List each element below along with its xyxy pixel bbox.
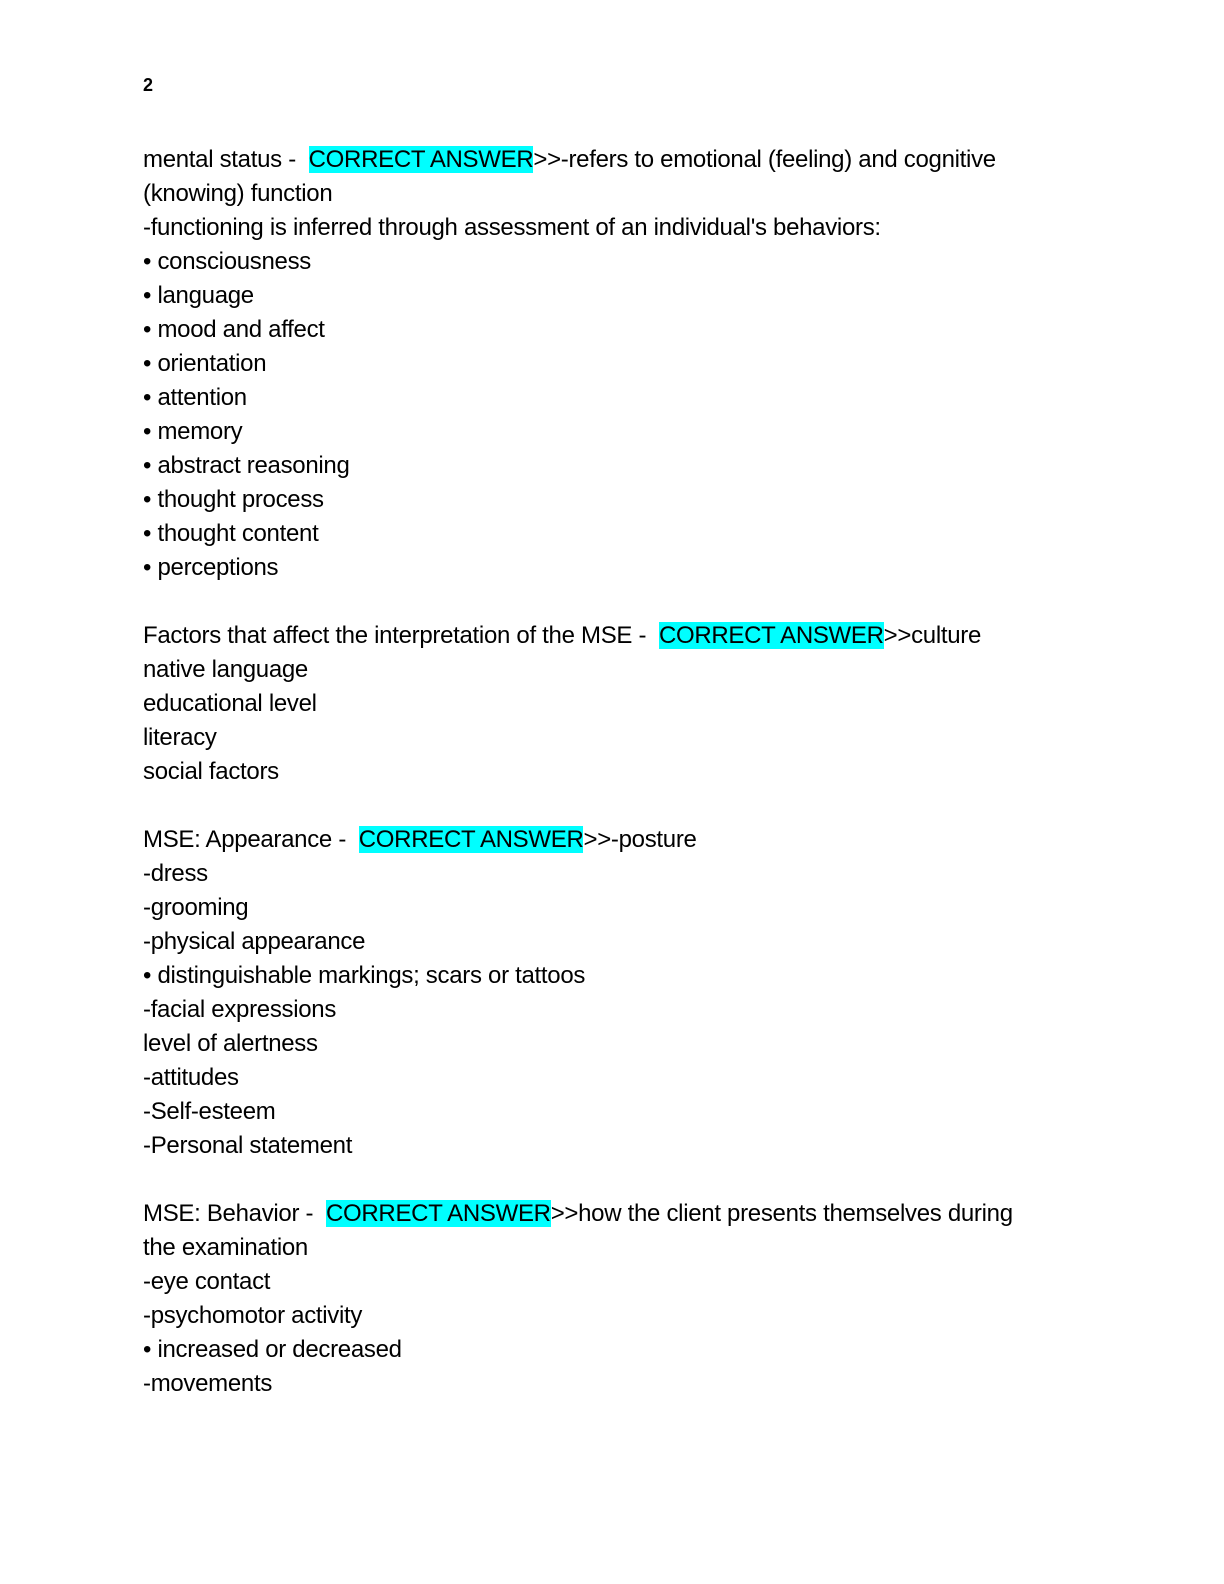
answer-line: level of alertness xyxy=(143,1030,318,1057)
answer-line: social factors xyxy=(143,758,279,785)
answer-line: -eye contact xyxy=(143,1268,271,1295)
correct-answer-highlight: CORRECT ANSWER xyxy=(358,826,584,853)
question-line xyxy=(143,1197,1083,1231)
answer-line: (knowing) function xyxy=(143,180,333,207)
bullet-item: • consciousness xyxy=(143,248,311,275)
question-line xyxy=(143,143,1083,177)
answer-line: -movements xyxy=(143,1370,273,1397)
answer-line: educational level xyxy=(143,690,317,717)
bullet-item: • language xyxy=(143,282,254,309)
qa-block-mse-appearance xyxy=(143,823,1083,1163)
answer-text: >>-posture xyxy=(583,826,697,853)
page-number: 2 xyxy=(143,75,154,95)
correct-answer-highlight: CORRECT ANSWER xyxy=(308,146,534,173)
answer-line: literacy xyxy=(143,724,217,751)
question-line xyxy=(143,619,1083,653)
answer-line: -dress xyxy=(143,860,208,887)
qa-block-mental-status xyxy=(143,143,1083,585)
answer-line: -attitudes xyxy=(143,1064,239,1091)
bullet-item: • mood and affect xyxy=(143,316,325,343)
question-line xyxy=(143,823,1083,857)
bullet-item: • memory xyxy=(143,418,243,445)
answer-line: -facial expressions xyxy=(143,996,337,1023)
bullet-item: • increased or decreased xyxy=(143,1336,402,1363)
term-text: MSE: Appearance - xyxy=(143,826,353,853)
answer-line: -physical appearance xyxy=(143,928,366,955)
term-text: Factors that affect the interpretation of the MSE - xyxy=(143,622,653,649)
answer-line: native language xyxy=(143,656,308,683)
bullet-item: • orientation xyxy=(143,350,267,377)
term-text: mental status - xyxy=(143,146,303,173)
answer-text: >>-refers to emotional (feeling) and cognitive xyxy=(533,146,996,173)
qa-block-mse-behavior xyxy=(143,1197,1083,1401)
bullet-item: • distinguishable markings; scars or tattoos xyxy=(143,962,586,989)
answer-line: -Self-esteem xyxy=(143,1098,276,1125)
term-text: MSE: Behavior - xyxy=(143,1200,320,1227)
bullet-item: • thought content xyxy=(143,520,319,547)
answer-line: -functioning is inferred through assessment of an individual's behaviors: xyxy=(143,214,881,241)
bullet-item: • abstract reasoning xyxy=(143,452,350,479)
answer-text: >>how the client presents themselves during xyxy=(550,1200,1013,1227)
bullet-item: • attention xyxy=(143,384,247,411)
answer-line: -grooming xyxy=(143,894,249,921)
qa-block-mse-factors xyxy=(143,619,1083,789)
answer-line: -Personal statement xyxy=(143,1132,353,1159)
correct-answer-highlight: CORRECT ANSWER xyxy=(658,622,884,649)
answer-line: -psychomotor activity xyxy=(143,1302,363,1329)
correct-answer-highlight: CORRECT ANSWER xyxy=(325,1200,551,1227)
bullet-item: • perceptions xyxy=(143,554,279,581)
answer-line: the examination xyxy=(143,1234,308,1261)
bullet-item: • thought process xyxy=(143,486,324,513)
document-body xyxy=(143,143,1083,1435)
answer-text: >>culture xyxy=(883,622,982,649)
